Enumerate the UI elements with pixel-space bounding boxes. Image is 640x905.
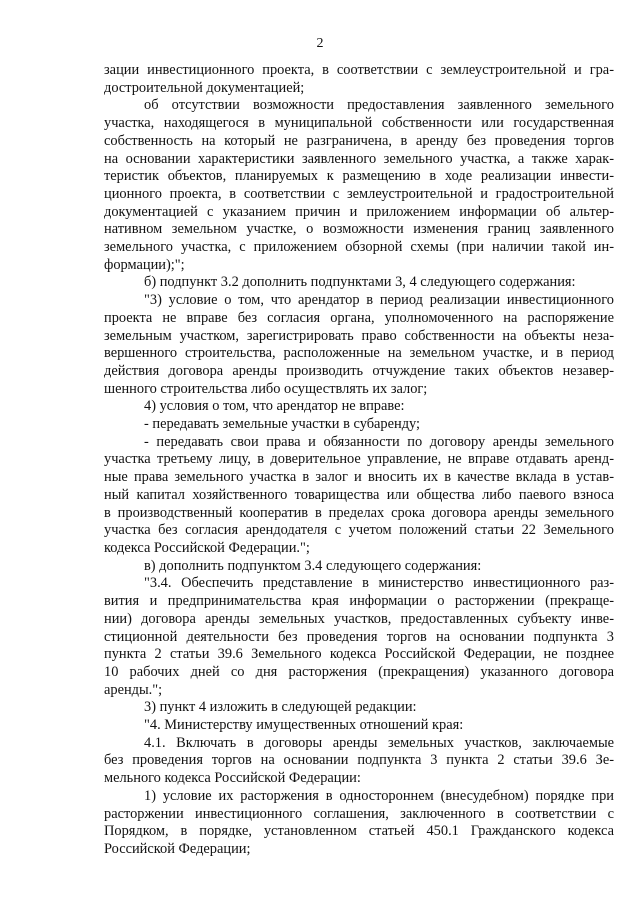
- text-line: об отсутствии возможности предоставления заявленного земельного: [144, 97, 614, 114]
- text-line: "3) условие о том, что арендатор в период реализации инвестиционного: [144, 292, 614, 309]
- text-line: кодекса Российской Федерации.";: [104, 539, 310, 556]
- text-line: ционного проекта, в соответствии с землеустроительной и градостроительной: [104, 185, 614, 202]
- text-line: шенного строительства либо осуществлять их залог;: [104, 380, 428, 397]
- text-line: вития и предпринимательства края информации о расторжении (прекраще-: [104, 593, 614, 610]
- text-line: 10 рабочих дней со дня расторжения (прекращения) указанного договора: [104, 663, 614, 680]
- text-line: на основании характеристики заявленного земельного участка, а также харак-: [104, 150, 614, 167]
- text-line: в производственный кооператив в пределах срока договора аренды земельного: [104, 504, 614, 521]
- text-line: документацией с указанием причин и приложением информации об альтер-: [104, 203, 614, 220]
- text-line: пункта 2 статьи 39.6 Земельного кодекса Российской Федерации, не позднее: [104, 646, 614, 663]
- text-line: "4. Министерству имущественных отношений края:: [144, 717, 464, 734]
- text-line: б) подпункт 3.2 дополнить подпунктами 3, 4 следующего содержания:: [144, 274, 576, 291]
- text-line: достроительной документацией;: [104, 79, 305, 96]
- text-line: теристик объектов, планируемых к размещению в ходе реализации инвести-: [104, 168, 614, 185]
- text-line: 4.1. Включать в договоры аренды земельных участков, заключаемые: [144, 734, 614, 751]
- text-line: "3.4. Обеспечить представление в министерство инвестиционного раз-: [144, 575, 614, 592]
- text-line: участка без согласия арендодателя с учетом положений статьи 22 Земельного: [104, 522, 614, 539]
- text-line: вершенного строительства, расположенные на земельном участке, и в период: [104, 345, 614, 362]
- page-number: 2: [316, 36, 324, 51]
- document-body-text: [104, 62, 614, 859]
- text-line: Порядком, в порядке, установленном статьей 450.1 Гражданского кодекса: [104, 823, 614, 840]
- text-line: ные права земельного участка в залог и вносить их в качестве вклада в устав-: [104, 469, 614, 486]
- text-line: собственность на который не разграничена, в аренду без проведения торгов: [104, 132, 614, 149]
- text-line: участка третьему лицу, в доверительное управление, не вправе отдавать аренд-: [104, 451, 614, 468]
- text-line: 1) условие их расторжения в одностороннем (внесудебном) порядке при: [144, 787, 614, 804]
- text-line: действия договора аренды производить отчуждение таких объектов незавер-: [104, 362, 614, 379]
- text-line: - передавать свои права и обязанности по договору аренды земельного: [144, 433, 614, 450]
- text-line: ный капитал хозяйственного товарищества или общества либо паевого взноса: [104, 486, 614, 503]
- text-line: проекта не вправе без согласия органа, уполномоченного на распоряжение: [104, 309, 614, 326]
- text-line: Российской Федерации;: [104, 840, 251, 857]
- text-line: в) дополнить подпунктом 3.4 следующего содержания:: [144, 557, 482, 574]
- text-line: без проведения торгов на основании подпункта 3 пункта 2 статьи 39.6 Зе-: [104, 752, 614, 769]
- text-line: земельного участка, с приложением обзорной схемы (при наличии такой ин-: [104, 239, 614, 256]
- text-line: 3) пункт 4 изложить в следующей редакции:: [144, 699, 417, 716]
- text-line: формации);";: [104, 256, 185, 273]
- text-line: аренды.";: [104, 681, 163, 698]
- text-line: участка, находящегося в муниципальной собственности или государственная: [104, 115, 614, 132]
- text-line: нативном земельном участке, о возможности изменения границ заявленного: [104, 221, 614, 238]
- text-line: - передавать земельные участки в субаренду;: [144, 416, 421, 433]
- text-line: стиционной деятельности без проведения торгов на основании подпункта 3: [104, 628, 614, 645]
- text-line: нии) договора аренды земельных участков, предоставленных субъекту инве-: [104, 610, 614, 627]
- text-line: земельным участком, зарегистрировать право собственности на объекты неза-: [104, 327, 614, 344]
- text-line: 4) условия о том, что арендатор не вправе:: [144, 398, 405, 415]
- text-line: расторжении инвестиционного соглашения, заключенного в соответствии с: [104, 805, 614, 822]
- text-line: мельного кодекса Российской Федерации:: [104, 770, 361, 787]
- text-line: зации инвестиционного проекта, в соответствии с землеустроительной и гра-: [104, 62, 614, 78]
